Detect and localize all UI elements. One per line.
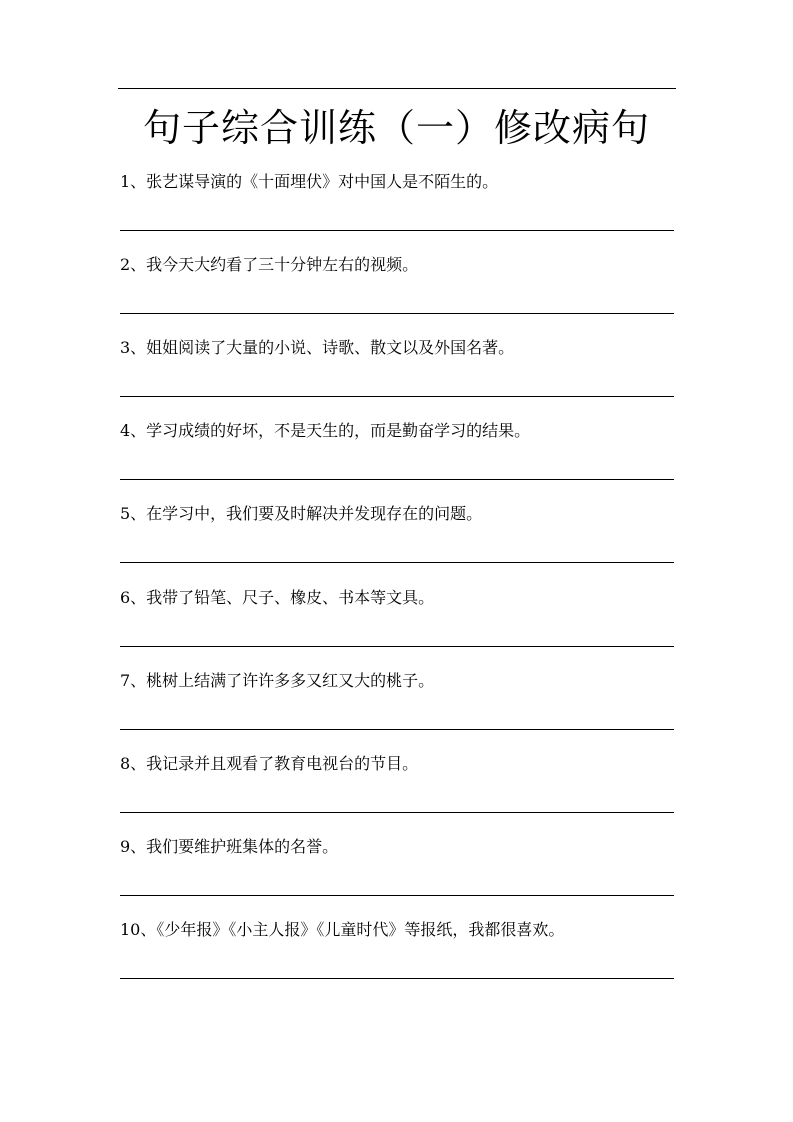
answer-line[interactable] bbox=[120, 230, 674, 231]
question-text: 5、在学习中，我们要及时解决并发现存在的问题。 bbox=[120, 504, 483, 523]
question-text: 3、姐姐阅读了大量的小说、诗歌、散文以及外国名著。 bbox=[120, 338, 515, 357]
answer-line[interactable] bbox=[120, 479, 674, 480]
page-title: 句子综合训练（一）修改病句 bbox=[142, 106, 650, 150]
question-text: 4、学习成绩的好坏，不是天生的，而是勤奋学习的结果。 bbox=[120, 421, 531, 440]
answer-line[interactable] bbox=[120, 562, 674, 563]
question-text: 6、我带了铅笔、尺子、橡皮、书本等文具。 bbox=[120, 588, 435, 607]
question-text: 8、我记录并且观看了教育电视台的节目。 bbox=[120, 754, 419, 773]
question-text: 1、张艺谋导演的《十面埋伏》对中国人是不陌生的。 bbox=[120, 172, 499, 191]
question-text: 10、《少年报》《小主人报》《儿童时代》等报纸，我都很喜欢。 bbox=[120, 920, 565, 939]
question-text: 2、我今天大约看了三十分钟左右的视频。 bbox=[120, 255, 419, 274]
question-text: 9、我们要维护班集体的名誉。 bbox=[120, 837, 339, 856]
answer-line[interactable] bbox=[120, 646, 674, 647]
answer-line[interactable] bbox=[120, 313, 674, 314]
answer-line[interactable] bbox=[120, 729, 674, 730]
answer-line[interactable] bbox=[120, 978, 674, 979]
answer-line[interactable] bbox=[120, 812, 674, 813]
answer-line[interactable] bbox=[120, 396, 674, 397]
question-text: 7、桃树上结满了许许多多又红又大的桃子。 bbox=[120, 671, 435, 690]
answer-line[interactable] bbox=[120, 895, 674, 896]
